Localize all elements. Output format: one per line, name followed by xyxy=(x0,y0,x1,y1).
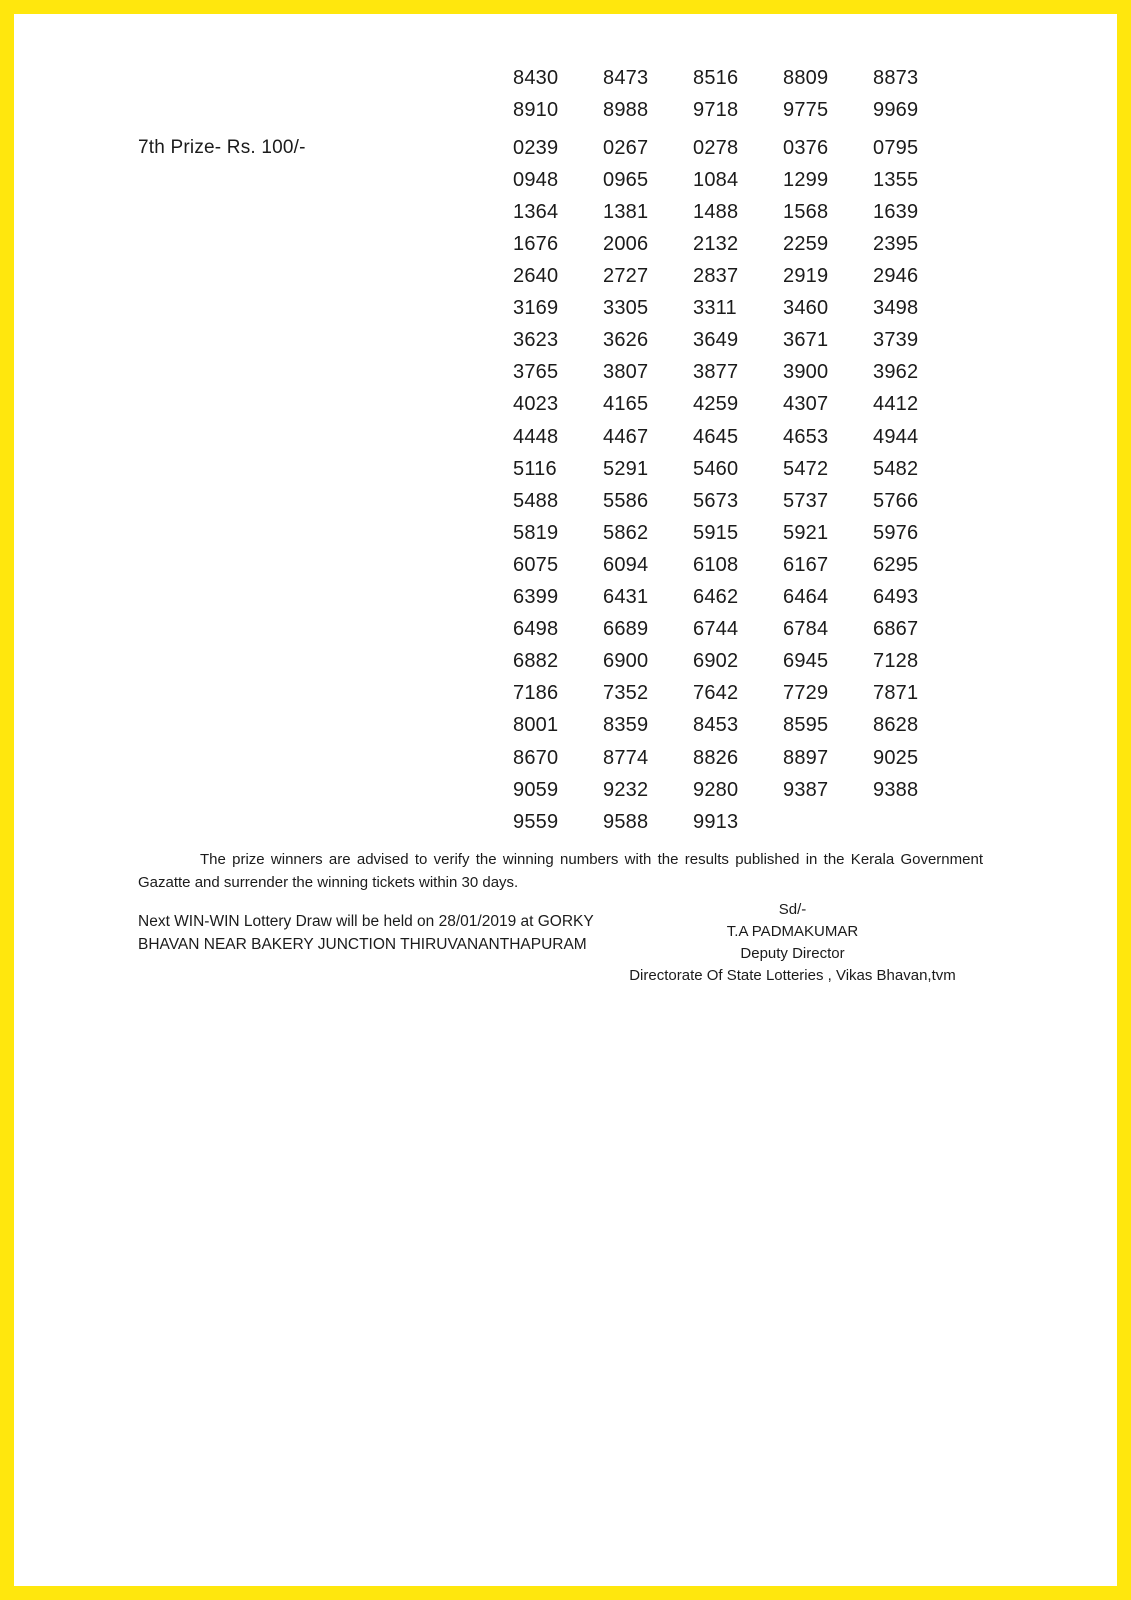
winning-number: 6094 xyxy=(603,553,649,576)
winning-number: 2919 xyxy=(783,265,829,288)
winning-number: 3498 xyxy=(873,297,919,320)
number-grid xyxy=(14,62,1117,838)
winning-number: 2132 xyxy=(693,233,739,256)
winning-number: 7352 xyxy=(603,682,649,705)
winning-number: 3739 xyxy=(873,329,919,352)
number-row xyxy=(14,421,1117,453)
winning-number: 9718 xyxy=(693,98,739,121)
number-row xyxy=(14,196,1117,228)
winning-number: 6493 xyxy=(873,586,919,609)
number-row xyxy=(14,228,1117,260)
signature-org: Directorate Of State Lotteries , Vikas Bhavan,tvm xyxy=(629,967,956,984)
next-draw-announcement xyxy=(138,911,618,956)
winning-number: 9559 xyxy=(513,810,559,833)
winning-number: 3460 xyxy=(783,297,829,320)
winning-number: 6295 xyxy=(873,553,919,576)
winning-number: 5460 xyxy=(693,457,739,480)
winning-number: 7871 xyxy=(873,682,919,705)
winning-number: 6431 xyxy=(603,586,649,609)
winning-number: 7642 xyxy=(693,682,739,705)
winning-number: 4944 xyxy=(873,425,919,448)
winning-number: 6945 xyxy=(783,650,829,673)
winning-number: 8359 xyxy=(603,714,649,737)
winning-number: 8826 xyxy=(693,746,739,769)
winning-number: 6867 xyxy=(873,618,919,641)
number-row xyxy=(14,485,1117,517)
winning-number: 0239 xyxy=(513,136,559,159)
winning-number: 6399 xyxy=(513,586,559,609)
winning-number: 9280 xyxy=(693,778,739,801)
number-row xyxy=(14,710,1117,742)
next-draw-line1: Next WIN-WIN Lottery Draw will be held on 28/01/2019 at GORKY xyxy=(138,913,594,930)
winning-number: 8988 xyxy=(603,98,649,121)
winning-number: 6167 xyxy=(783,553,829,576)
signature-title: Deputy Director xyxy=(740,945,845,962)
number-row xyxy=(14,774,1117,806)
winning-number: 3305 xyxy=(603,297,649,320)
winning-number: 3807 xyxy=(603,361,649,384)
winning-number: 6900 xyxy=(603,650,649,673)
winning-number: 7186 xyxy=(513,682,559,705)
winning-number: 1084 xyxy=(693,168,739,191)
winning-number: 3765 xyxy=(513,361,559,384)
winning-number: 9388 xyxy=(873,778,919,801)
winning-number: 9775 xyxy=(783,98,829,121)
winning-number: 9588 xyxy=(603,810,649,833)
winning-number: 5488 xyxy=(513,489,559,512)
number-row xyxy=(14,132,1117,164)
winning-number: 5291 xyxy=(603,457,649,480)
winning-number: 5737 xyxy=(783,489,829,512)
winning-number: 9232 xyxy=(603,778,649,801)
winning-number: 1488 xyxy=(693,200,739,223)
winning-number: 5482 xyxy=(873,457,919,480)
winning-number: 4467 xyxy=(603,425,649,448)
number-row xyxy=(14,582,1117,614)
number-row xyxy=(14,164,1117,196)
winning-number: 8873 xyxy=(873,66,919,89)
winning-number: 3169 xyxy=(513,297,559,320)
winning-number: 9387 xyxy=(783,778,829,801)
winning-number: 5673 xyxy=(693,489,739,512)
winning-number: 5819 xyxy=(513,521,559,544)
winning-number: 3311 xyxy=(693,297,737,320)
winning-number: 4653 xyxy=(783,425,829,448)
winning-number: 4023 xyxy=(513,393,559,416)
winning-number: 3626 xyxy=(603,329,649,352)
winning-number: 2727 xyxy=(603,265,649,288)
winning-number: 8453 xyxy=(693,714,739,737)
winning-number: 1355 xyxy=(873,168,919,191)
winning-number: 6882 xyxy=(513,650,559,673)
number-row xyxy=(14,293,1117,325)
winning-number: 2946 xyxy=(873,265,919,288)
signature-name: T.A PADMAKUMAR xyxy=(726,923,859,940)
winning-number: 6075 xyxy=(513,553,559,576)
winning-number: 8001 xyxy=(513,714,559,737)
winning-number: 6464 xyxy=(783,586,829,609)
winning-number: 9913 xyxy=(693,810,739,833)
winning-number: 3877 xyxy=(693,361,739,384)
signature-block xyxy=(620,899,965,987)
winning-number: 2837 xyxy=(693,265,739,288)
winning-number: 3900 xyxy=(783,361,829,384)
number-row xyxy=(14,261,1117,293)
winning-number: 3649 xyxy=(693,329,739,352)
winning-number: 6462 xyxy=(693,586,739,609)
winning-number: 6689 xyxy=(603,618,649,641)
winning-number: 8897 xyxy=(783,746,829,769)
winning-number: 7729 xyxy=(783,682,829,705)
number-row xyxy=(14,742,1117,774)
winning-number: 5921 xyxy=(783,521,829,544)
number-row xyxy=(14,806,1117,838)
winning-number: 9059 xyxy=(513,778,559,801)
winning-number: 8910 xyxy=(513,98,559,121)
winning-number: 8628 xyxy=(873,714,919,737)
winning-number: 2395 xyxy=(873,233,919,256)
next-draw-line2: BHAVAN NEAR BAKERY JUNCTION THIRUVANANTHAPURAM xyxy=(138,935,587,953)
number-row xyxy=(14,453,1117,485)
winning-number: 4307 xyxy=(783,393,829,416)
number-row xyxy=(14,517,1117,549)
winning-number: 5472 xyxy=(783,457,829,480)
winning-number: 7128 xyxy=(873,650,919,673)
winning-number: 6744 xyxy=(693,618,739,641)
winning-number: 6784 xyxy=(783,618,829,641)
winning-number: 0278 xyxy=(693,136,739,159)
winning-number: 1639 xyxy=(873,200,919,223)
winning-number: 0795 xyxy=(873,136,919,159)
winning-number: 8670 xyxy=(513,746,559,769)
winning-number: 2259 xyxy=(783,233,829,256)
winning-number: 1364 xyxy=(513,200,559,223)
number-row xyxy=(14,389,1117,421)
winning-number: 4448 xyxy=(513,425,559,448)
number-row xyxy=(14,678,1117,710)
winning-number: 8595 xyxy=(783,714,829,737)
winning-number: 3671 xyxy=(783,329,829,352)
signature-sd: Sd/- xyxy=(778,901,807,918)
verification-notice-line2: Gazatte and surrender the winning tickets within 30 days. xyxy=(138,874,519,891)
winning-number: 0267 xyxy=(603,136,649,159)
winning-number: 4165 xyxy=(603,393,649,416)
winning-number: 5915 xyxy=(693,521,739,544)
winning-number: 1299 xyxy=(783,168,829,191)
winning-number: 2006 xyxy=(603,233,649,256)
winning-number: 6902 xyxy=(693,650,739,673)
verification-notice-line1: The prize winners are advised to verify the winning numbers with the results published in the Kerala Government xyxy=(200,851,983,868)
winning-number: 6108 xyxy=(693,553,739,576)
winning-number: 0965 xyxy=(603,168,649,191)
winning-number: 8516 xyxy=(693,66,739,89)
number-row xyxy=(14,614,1117,646)
winning-number: 8809 xyxy=(783,66,829,89)
number-row xyxy=(14,94,1117,126)
winning-number: 5862 xyxy=(603,521,649,544)
winning-number: 1381 xyxy=(603,200,649,223)
number-row xyxy=(14,62,1117,94)
winning-number: 8774 xyxy=(603,746,649,769)
winning-number: 5586 xyxy=(603,489,649,512)
winning-number: 5116 xyxy=(513,457,557,480)
number-row xyxy=(14,357,1117,389)
number-row xyxy=(14,646,1117,678)
winning-number: 9969 xyxy=(873,98,919,121)
winning-number: 0376 xyxy=(783,136,829,159)
winning-number: 6498 xyxy=(513,618,559,641)
winning-number: 5766 xyxy=(873,489,919,512)
winning-number: 1568 xyxy=(783,200,829,223)
winning-number: 4259 xyxy=(693,393,739,416)
winning-number: 8473 xyxy=(603,66,649,89)
winning-number: 3623 xyxy=(513,329,559,352)
winning-number: 1676 xyxy=(513,233,559,256)
winning-number: 4412 xyxy=(873,393,919,416)
winning-number: 2640 xyxy=(513,265,559,288)
number-row xyxy=(14,325,1117,357)
prize-label: 7th Prize- Rs. 100/- xyxy=(138,137,306,159)
winning-number: 8430 xyxy=(513,66,559,89)
winning-number: 3962 xyxy=(873,361,919,384)
winning-number: 5976 xyxy=(873,521,919,544)
winning-number: 0948 xyxy=(513,168,559,191)
verification-notice xyxy=(138,848,983,894)
winning-number: 4645 xyxy=(693,425,739,448)
winning-number: 9025 xyxy=(873,746,919,769)
number-row xyxy=(14,549,1117,581)
